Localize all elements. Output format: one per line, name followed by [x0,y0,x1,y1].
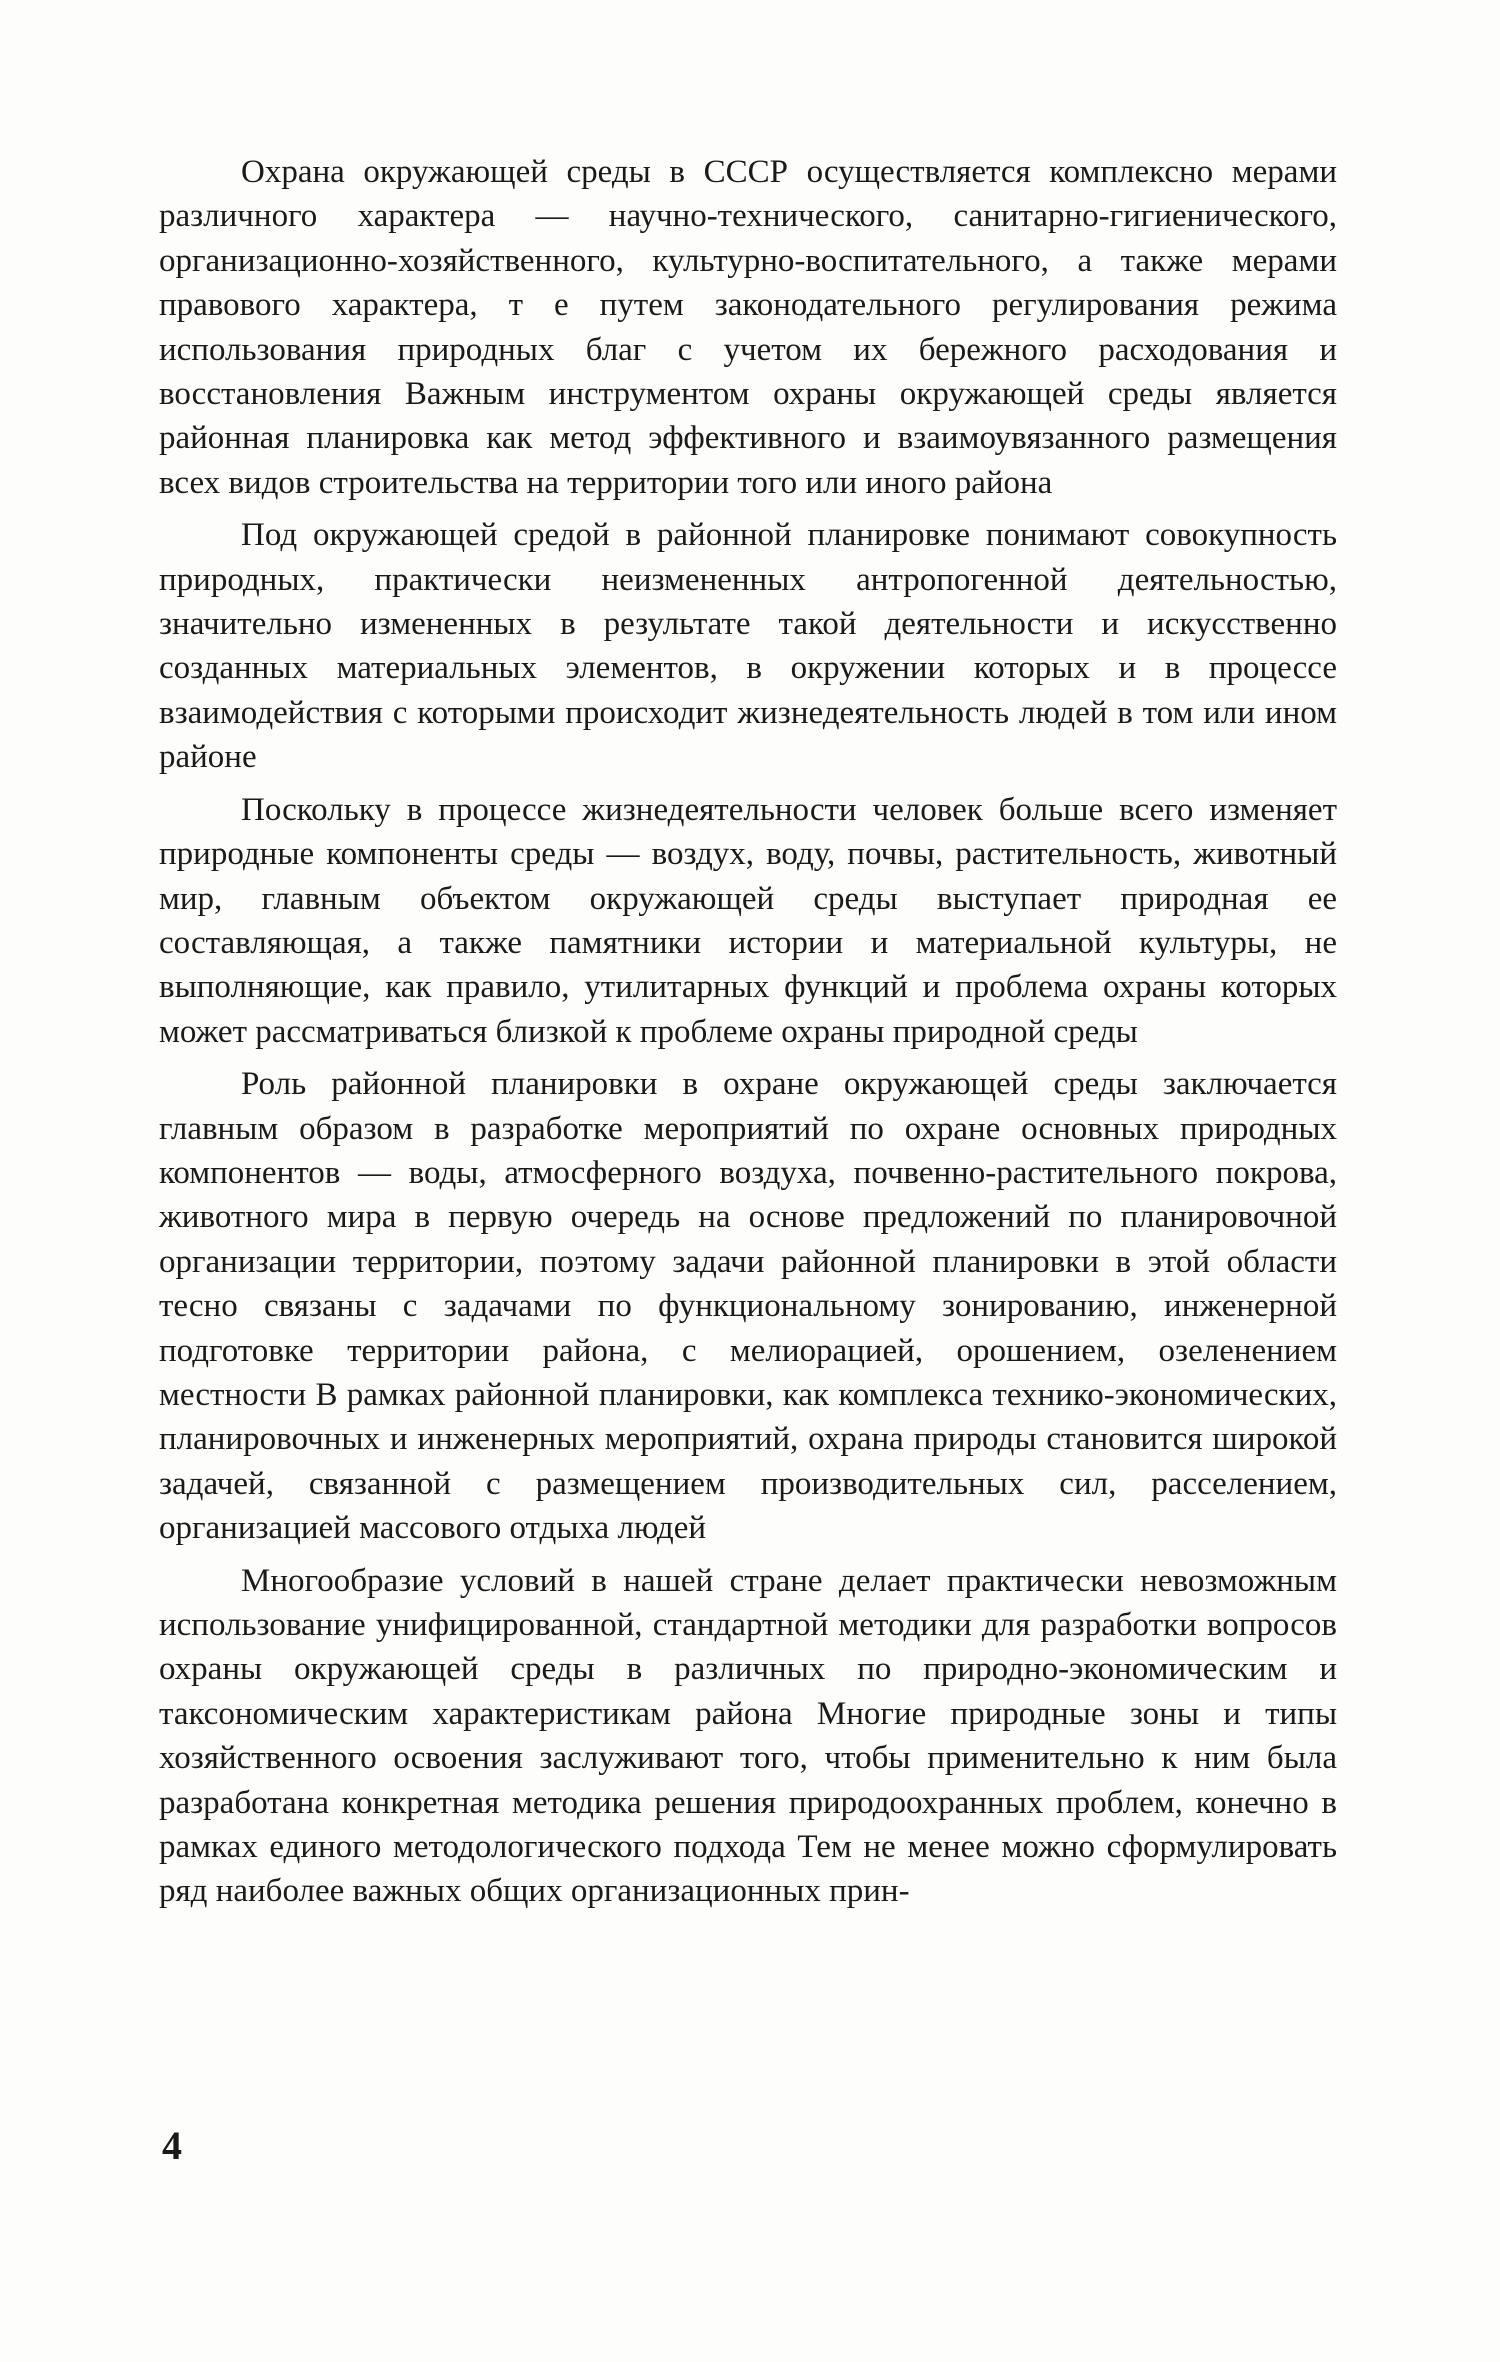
paragraph-5: Многообразие условий в нашей стране делает практически невозможным использование унифицированной, стандартной методики для разработки вопросов охраны окружающей среды в различных по природно-экономическим и таксономическим характеристикам района Многие природные зоны и типы хозяйственного освоения заслуживают того, чтобы применительно к ним была разработана конкретная методика решения природоохранных проблем, конечно в рамках единого методологического подхода Тем не менее можно сформулировать ряд наиболее важных общих организационных прин- [159,1562,1337,1910]
paragraph-1: Охрана окружающей среды в СССР осуществляется комплексно мерами различного характера — научно-технического, санитарно-гигиенического, организационно-хозяйственного, культурно-воспитательного, а также мерами правового характера, т е путем законодательного регулирования режима использования природных благ с учетом их бережного расходования и восстановления Важным инструментом охраны окружающей среды является районная планировка как метод эффективного и взаимоувязанного размещения всех видов строительства на территории того или иного района [159,154,1337,501]
paragraph-2: Под окружающей средой в районной планировке понимают совокупность природных, практически неизмененных антропогенной деятельностью, значительно измененных в результате такой деятельности и искусственно созданных материальных элементов, в окружении которых и в процессе взаимодействия с которыми происходит жизнедеятельность людей в том или ином районе [159,517,1337,776]
paragraph-3: Поскольку в процессе жизнедеятельности человек больше всего изменяет природные компоненты среды — воздух, воду, почвы, растительность, животный мир, главным объектом окружающей среды выступает природная ее составляющая, а также памятники истории и материальной культуры, не выполняющие, как правило, утилитарных функций и проблема охраны которых может рассматриваться близкой к проблеме охраны природной среды [159,791,1337,1050]
paragraph-4: Роль районной планировки в охране окружающей среды заключается главным образом в разработке мероприятий по охране основных природных компонентов — воды, атмосферного воздуха, почвенно-растительного покрова, животного мира в первую очередь на основе предложений по планировочной организации территории, поэтому задачи районной планировки в этой области тесно связаны с задачами по функциональному зонированию, инженерной подготовке территории района, с мелиорацией, орошением, озеленением местности В рамках районной планировки, как комплекса технико-экономических, планировочных и инженерных мероприятий, охрана природы становится широкой задачей, связанной с размещением производительных сил, расселением, организацией массового отдыха людей [159,1066,1337,1547]
page-body [159,150,1337,1922]
page-number: 4 [162,2123,182,2168]
